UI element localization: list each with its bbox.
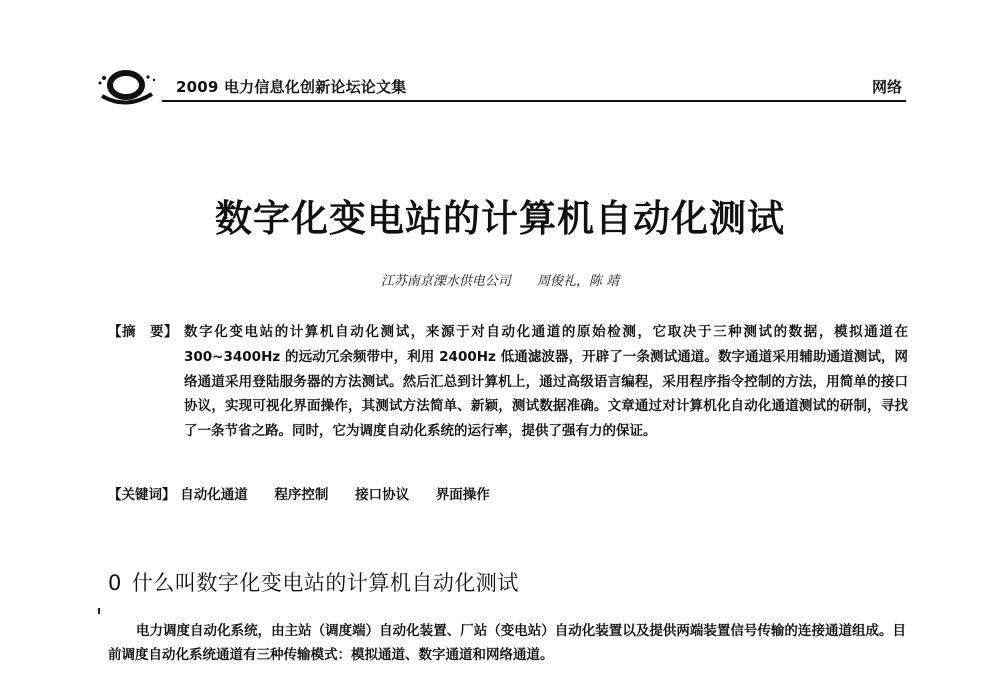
section-number: 0: [108, 571, 122, 595]
section-heading: [108, 567, 519, 597]
keyword: 自动化通道: [180, 487, 248, 503]
author-names: 周俊礼，陈 靖: [536, 274, 620, 289]
keywords-line: [108, 483, 512, 503]
keyword: 界面操作: [435, 487, 490, 503]
section-tag: 网络: [871, 78, 902, 96]
scan-speck: [98, 608, 100, 614]
conference-logo-icon: [96, 64, 160, 106]
header-rule: [162, 100, 906, 102]
affiliation: 江苏南京溧水供电公司: [380, 274, 511, 289]
proceedings-title: 2009 电力信息化创新论坛论文集: [176, 78, 407, 96]
section-title: 什么叫数字化变电站的计算机自动化测试: [131, 571, 519, 595]
abstract-text: 数字化变电站的计算机自动化测试，来源于对自动化通道的原始检测，它取决于三种测试的数据，模拟通道在 300~3400Hz 的远动冗余频带中，利用 2400Hz 低通滤波器，开辟了一条测试通道。数字通道采用辅助通道测试，网络通道采用登陆服务器的方法测试。然后汇总到计算机上，通过高级语言编程，采用程序指令控制的方法，用简单的接口协议，实现可视化界面操作，其测试方法简单、新颖，测试数据准确。文章通过对计算机化自动化通道测试的研制，寻找了一条节省之路。同时，它为调度自动化系统的运行率，提供了强有力的保证。: [184, 324, 908, 440]
author-line: [0, 270, 1000, 289]
running-header: [96, 62, 906, 108]
keyword: 程序控制: [274, 487, 329, 503]
keywords-label: 【关键词】: [108, 487, 176, 503]
body-paragraph: 电力调度自动化系统，由主站（调度端）自动化装置、厂站（变电站）自动化装置以及提供两端装置信号传输的连接通道组成。目前调度自动化系统通道有三种传输模式：模拟通道、数字通道和网络通道。: [108, 623, 906, 663]
abstract-block: [108, 320, 908, 444]
keyword: 接口协议: [355, 487, 410, 503]
abstract-label: 【摘 要】: [108, 324, 178, 340]
paper-title: 数字化变电站的计算机自动化测试: [215, 197, 785, 240]
